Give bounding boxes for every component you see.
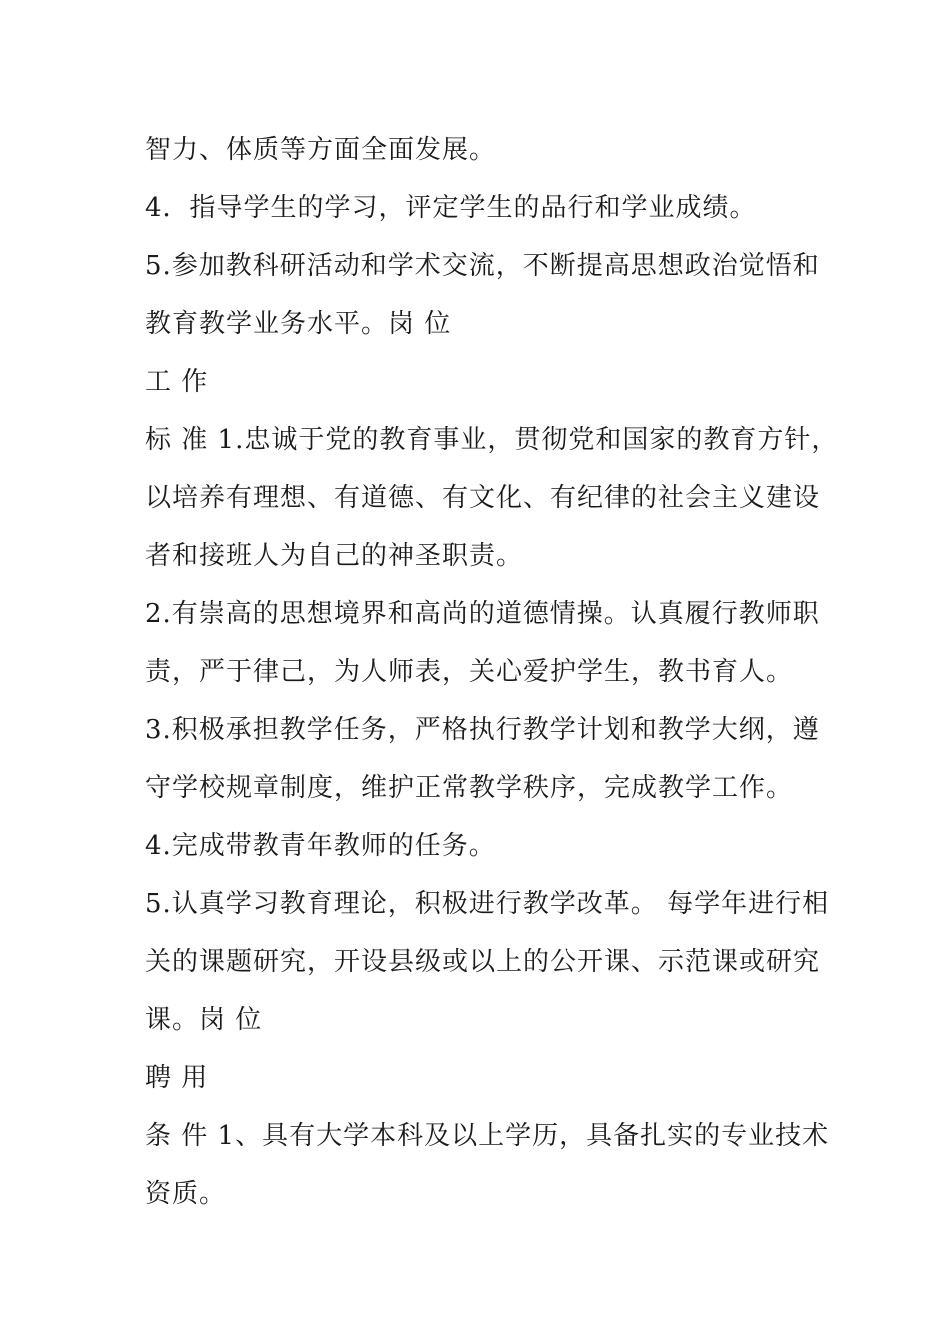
text-line: 责，严于律己，为人师表，关心爱护学生，教书育人。 xyxy=(145,657,794,687)
text-line: 关的课题研究，开设县级或以上的公开课、示范课或研究 xyxy=(145,947,821,977)
text-line: 者和接班人为自己的神圣职责。 xyxy=(145,541,524,571)
text-line: 课。岗 位 xyxy=(145,1005,263,1035)
text-line: 5.认真学习教育理论，积极进行教学改革。 每学年进行相 xyxy=(145,889,830,919)
text-line: 5.参加教科研活动和学术交流，不断提高思想政治觉悟和 xyxy=(145,251,820,281)
text-line: 教育教学业务水平。岗 位 xyxy=(145,309,452,339)
text-line: 智力、体质等方面全面发展。 xyxy=(145,135,497,165)
text-line: 4．指导学生的学习，评定学生的品行和学业成绩。 xyxy=(145,193,757,223)
text-line: 聘 用 xyxy=(145,1063,209,1093)
text-line: 3.积极承担教学任务，严格执行教学计划和教学大纲，遵 xyxy=(145,715,820,745)
text-line: 条 件 1、具有大学本科及以上学历，具备扎实的专业技术 xyxy=(145,1121,830,1151)
text-line: 资质。 xyxy=(145,1179,227,1209)
text-line: 4.完成带教青年教师的任务。 xyxy=(145,831,496,861)
text-line: 守学校规章制度，维护正常教学秩序，完成教学工作。 xyxy=(145,773,794,803)
text-line: 标 准 1.忠诚于党的教育事业，贯彻党和国家的教育方针， xyxy=(145,425,839,455)
text-line: 工 作 xyxy=(145,367,209,397)
text-line: 2.有崇高的思想境界和高尚的道德情操。认真履行教师职 xyxy=(145,599,820,629)
text-line: 以培养有理想、有道德、有文化、有纪律的社会主义建设 xyxy=(145,483,821,513)
